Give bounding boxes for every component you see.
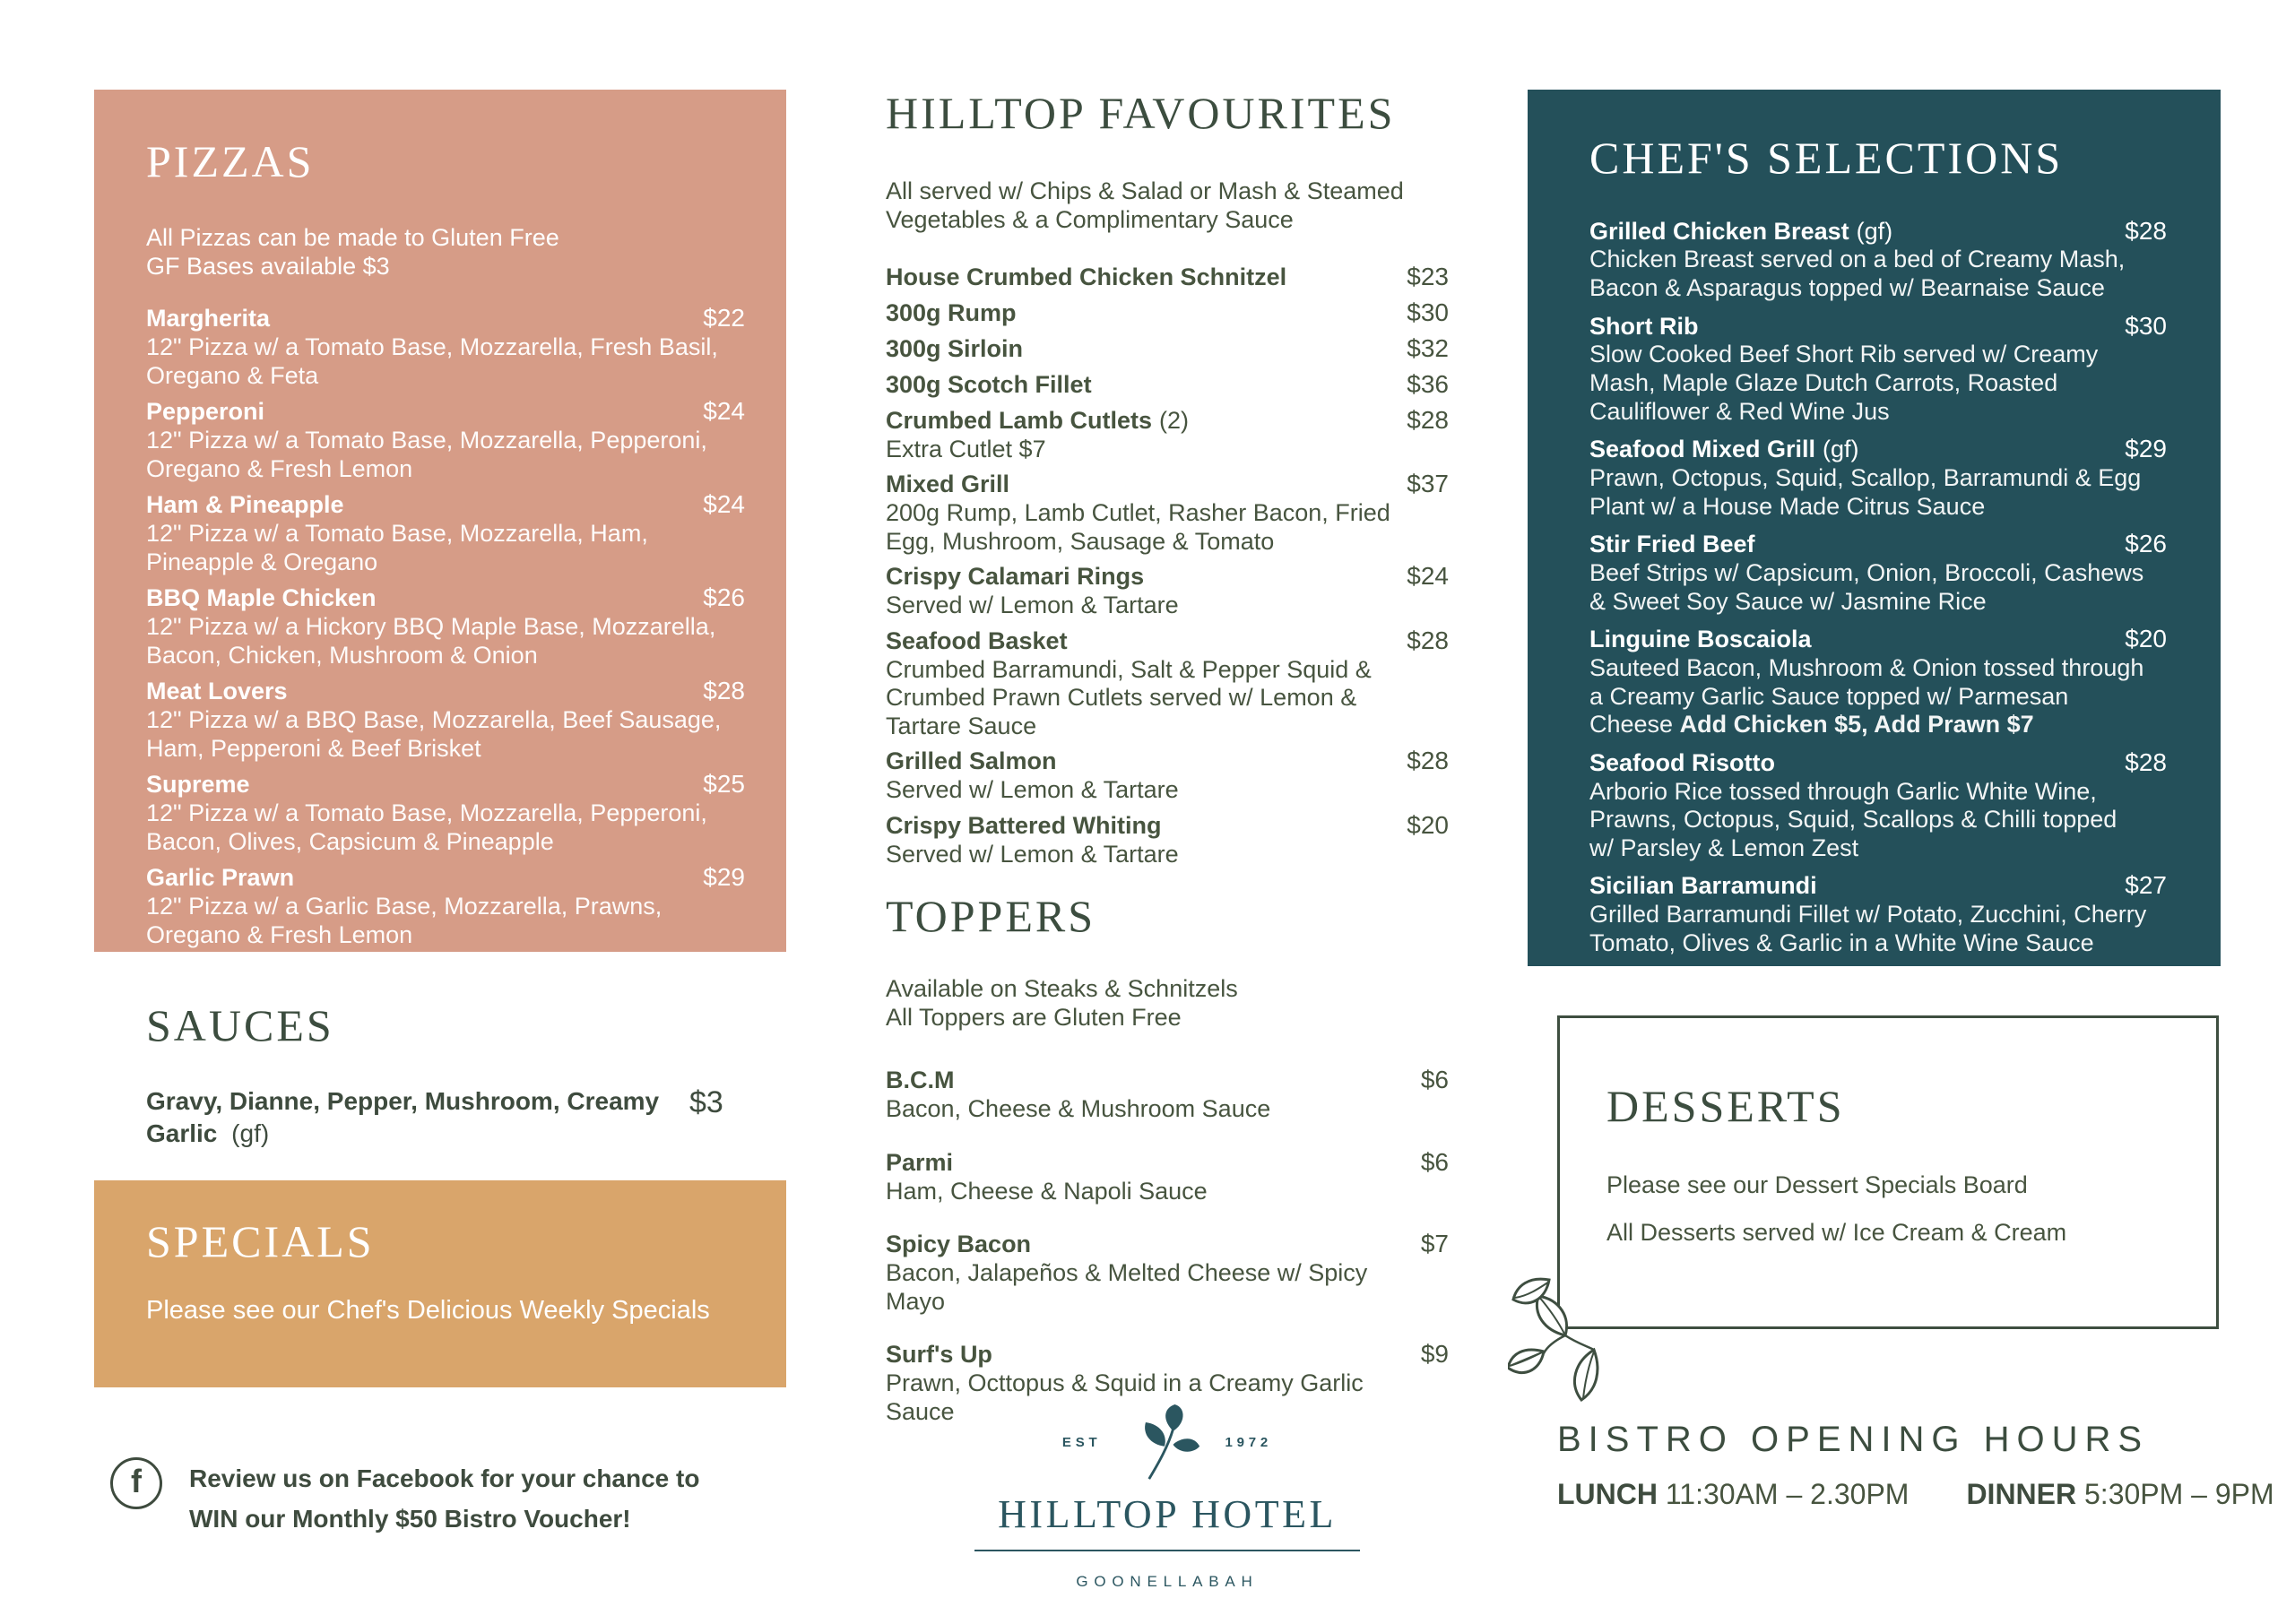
dinner-label: DINNER (1966, 1478, 2077, 1510)
favourites-intro-line: All served w/ Chips & Salad or Mash & Steamed (886, 177, 1404, 204)
pizzas-intro (146, 223, 745, 282)
menu-item-row (146, 305, 745, 333)
menu-item-row (886, 371, 1449, 400)
item-tag: (gf) (1823, 436, 1859, 463)
item-description: Bacon, Jalapeños & Melted Cheese w/ Spicy Mayo (886, 1259, 1368, 1315)
item-description: Prawn, Octtopus & Squid in a Creamy Garlic Sauce (886, 1369, 1364, 1425)
item-name: Garlic Prawn (146, 864, 295, 892)
item-price: $28 (2125, 216, 2167, 245)
item-description: 12" Pizza w/ a Tomato Base, Mozzarella, Pepperoni, Bacon, Olives, Capsicum & Pineapple (146, 799, 707, 855)
menu-item (146, 678, 745, 763)
item-description: Bacon, Cheese & Mushroom Sauce (886, 1095, 1271, 1123)
desserts-title: DESSERTS (1606, 1081, 1845, 1131)
item-name: Ham & Pineapple (146, 491, 344, 519)
menu-item (1589, 531, 2167, 616)
item-description: 12" Pizza w/ a Tomato Base, Mozzarella, Pepperoni, Oregano & Fresh Lemon (146, 427, 707, 482)
favourites-section (886, 90, 1449, 876)
menu-item-row (146, 864, 745, 893)
item-description: Served w/ Lemon & Tartare (886, 776, 1179, 804)
menu-item-row (886, 563, 1449, 592)
item-price: $9 (1420, 1340, 1449, 1369)
favourites-list (886, 263, 1449, 868)
item-price: $29 (2125, 435, 2167, 463)
menu-item-row (886, 747, 1449, 776)
item-name: BBQ Maple Chicken (146, 584, 377, 612)
item-name: Short Rib (1589, 312, 1699, 340)
menu-item-row (886, 471, 1449, 499)
toppers-list (886, 1067, 1449, 1426)
item-name: 300g Scotch Fillet (886, 370, 1092, 398)
facebook-promo-line: Review us on Facebook for your chance to (189, 1464, 700, 1492)
item-price: $29 (703, 863, 745, 892)
item-description: Grilled Barramundi Fillet w/ Potato, Zucchini, Cherry Tomato, Olives & Garlic in a White Wine Sauce (1589, 901, 2147, 956)
sauces-section (146, 1002, 786, 1150)
menu-item (886, 1231, 1449, 1316)
item-name: House Crumbed Chicken Schnitzel (886, 263, 1287, 291)
leaf-decoration-icon (1508, 1253, 1642, 1410)
menu-item-row (886, 335, 1449, 364)
item-price: $26 (703, 583, 745, 612)
menu-item (1589, 218, 2167, 303)
specials-section (94, 1180, 786, 1387)
menu-item (886, 299, 1449, 328)
menu-item-row (886, 407, 1449, 436)
menu-item-row (1589, 872, 2167, 901)
pizzas-intro-line: All Pizzas can be made to Gluten Free (146, 223, 559, 251)
menu-item-row (146, 584, 745, 613)
hotel-name: HILLTOP HOTEL (998, 1492, 1337, 1536)
menu-item (146, 584, 745, 669)
menu-item (886, 1067, 1449, 1123)
item-name: Crispy Calamari Rings (886, 563, 1145, 591)
item-price: $32 (1407, 334, 1449, 363)
item-description: Ham, Cheese & Napoli Sauce (886, 1177, 1208, 1205)
menu-item-row (146, 678, 745, 706)
item-price: $6 (1420, 1147, 1449, 1176)
desserts-note: Please see our Dessert Specials Board (1606, 1170, 2028, 1198)
item-name: Seafood Basket (886, 626, 1068, 654)
menu-item-row (886, 1231, 1449, 1259)
item-name: Grilled Chicken Breast (gf) (1589, 217, 1893, 245)
facebook-promo-text (189, 1457, 699, 1540)
item-description: Extra Cutlet $7 (886, 435, 1046, 462)
item-description: Served w/ Lemon & Tartare (886, 840, 1179, 868)
item-price: $6 (1420, 1066, 1449, 1094)
item-name: Grilled Salmon (886, 747, 1057, 775)
specials-text: Please see our Chef's Delicious Weekly Specials (146, 1295, 710, 1325)
menu-item (886, 563, 1449, 619)
gluten-free-tag: (gf) (231, 1119, 270, 1147)
logo-divider (974, 1550, 1360, 1551)
item-name: Mixed Grill (886, 471, 1010, 498)
menu-item-row (886, 299, 1449, 328)
menu-item-row (1589, 531, 2167, 559)
item-name: Crispy Battered Whiting (886, 811, 1162, 839)
menu-item-row (886, 1149, 1449, 1178)
item-name: Stir Fried Beef (1589, 531, 1755, 558)
item-price: $30 (1407, 298, 1449, 327)
item-price: $27 (2125, 871, 2167, 900)
item-name: 300g Sirloin (886, 335, 1024, 363)
menu-item-row (146, 398, 745, 427)
facebook-icon: f (110, 1457, 162, 1509)
item-price: $25 (703, 770, 745, 799)
lunch-label: LUNCH (1557, 1478, 1658, 1510)
item-price: $28 (1407, 747, 1449, 775)
leaf-emblem-icon (1125, 1404, 1202, 1481)
item-name: Spicy Bacon (886, 1231, 1032, 1258)
item-description: 12" Pizza w/ a Tomato Base, Mozzarella, Ham, Pineapple & Oregano (146, 520, 648, 575)
item-description: Served w/ Lemon & Tartare (886, 592, 1179, 619)
menu-item (1589, 749, 2167, 863)
item-name: Crumbed Lamb Cutlets (2) (886, 406, 1190, 434)
hotel-logo (886, 1404, 1449, 1591)
item-price: $24 (703, 397, 745, 426)
opening-hours-section (1557, 1420, 2274, 1511)
menu-item-row (1589, 626, 2167, 654)
menu-item (886, 1149, 1449, 1205)
logo-est-label: EST (1061, 1434, 1102, 1450)
item-description: 12" Pizza w/ a Tomato Base, Mozzarella, Fresh Basil, Oregano & Feta (146, 333, 718, 389)
item-description: Slow Cooked Beef Short Rib served w/ Creamy Mash, Maple Glaze Dutch Carrots, Roasted Cauliflower & Red Wine Jus (1589, 341, 2099, 425)
item-name: Margherita (146, 305, 271, 333)
pizzas-list (146, 305, 745, 949)
item-name: Surf's Up (886, 1341, 992, 1369)
item-name: 300g Rump (886, 299, 1017, 327)
menu-item (1589, 872, 2167, 957)
item-price: $22 (703, 304, 745, 333)
menu-item (146, 771, 745, 856)
item-price: $28 (2125, 747, 2167, 776)
menu-item (146, 305, 745, 390)
menu-item-row (1589, 313, 2167, 341)
favourites-intro (886, 177, 1449, 236)
item-price: $37 (1407, 470, 1449, 498)
item-description: 12" Pizza w/ a Garlic Base, Mozzarella, Prawns, Oregano & Fresh Lemon (146, 893, 663, 948)
item-name: Seafood Mixed Grill (gf) (1589, 436, 1859, 463)
menu-item (886, 812, 1449, 868)
menu-item (886, 371, 1449, 400)
menu-item-row (1589, 436, 2167, 464)
menu-item (1589, 626, 2167, 739)
item-name: Parmi (886, 1148, 954, 1176)
dinner-time: 5:30PM – 9PM (2076, 1478, 2274, 1510)
menu-item-row (1589, 218, 2167, 246)
lunch-time: 11:30AM – 2.30PM (1657, 1478, 1910, 1510)
item-price: $20 (2125, 625, 2167, 653)
sauces-item-price: $3 (689, 1084, 723, 1119)
toppers-intro-line: Available on Steaks & Schnitzels (886, 974, 1238, 1002)
item-price: $30 (2125, 311, 2167, 340)
item-price: $24 (1407, 562, 1449, 591)
toppers-title: TOPPERS (886, 891, 1096, 941)
item-description: Chicken Breast served on a bed of Creamy Mash, Bacon & Asparagus topped w/ Bearnaise Sauce (1589, 246, 2126, 301)
item-name: B.C.M (886, 1067, 955, 1094)
favourites-title: HILLTOP FAVOURITES (886, 88, 1396, 138)
menu-item-row (146, 491, 745, 520)
item-description: Crumbed Barramundi, Salt & Pepper Squid & Crumbed Prawn Cutlets served w/ Lemon & Tartare Sauce (886, 655, 1372, 739)
item-name: Seafood Risotto (1589, 748, 1775, 776)
item-name: Sicilian Barramundi (1589, 872, 1817, 900)
menu-item-row (146, 771, 745, 799)
logo-emblem-row (886, 1404, 1449, 1481)
menu-item (1589, 436, 2167, 521)
menu-item-row (886, 1341, 1449, 1369)
item-description: 12" Pizza w/ a Hickory BBQ Maple Base, Mozzarella, Bacon, Chicken, Mushroom & Onion (146, 613, 716, 669)
item-description: 12" Pizza w/ a BBQ Base, Mozzarella, Beef Sausage, Ham, Pepperoni & Beef Brisket (146, 706, 722, 762)
menu-item-row (886, 627, 1449, 656)
menu-item (146, 864, 745, 949)
desserts-section (1557, 1015, 2219, 1329)
menu-item (886, 471, 1449, 556)
menu-item-row (1589, 749, 2167, 778)
toppers-intro-line: All Toppers are Gluten Free (886, 1004, 1182, 1032)
opening-hours-title: BISTRO OPENING HOURS (1557, 1420, 2150, 1459)
menu-item (886, 407, 1449, 463)
item-price: $28 (703, 677, 745, 705)
item-name: Linguine Boscaiola (1589, 626, 1812, 653)
item-price: $36 (1407, 369, 1449, 398)
menu-item (886, 335, 1449, 364)
item-price: $28 (1407, 405, 1449, 434)
specials-title: SPECIALS (146, 1216, 375, 1266)
item-name: Supreme (146, 771, 250, 799)
menu-item (146, 398, 745, 483)
desserts-note: All Desserts served w/ Ice Cream & Cream (1606, 1218, 2067, 1246)
menu-item (1589, 313, 2167, 427)
chefs-selections-title: CHEF'S SELECTIONS (1589, 133, 2064, 183)
item-tag: (gf) (1856, 217, 1893, 245)
opening-hours-times (1557, 1478, 2274, 1511)
pizzas-title: PIZZAS (146, 136, 315, 186)
toppers-intro (886, 974, 1449, 1033)
pizzas-section (94, 90, 786, 952)
chefs-selections-section (1528, 90, 2221, 966)
menu-item (146, 491, 745, 576)
menu-item (886, 263, 1449, 292)
hotel-location: GOONELLABAH (1076, 1573, 1259, 1590)
menu-item-row (886, 1067, 1449, 1095)
favourites-intro-line: Vegetables & a Complimentary Sauce (886, 206, 1294, 234)
item-price: $7 (1420, 1230, 1449, 1258)
menu-item (886, 627, 1449, 741)
item-name: Meat Lovers (146, 678, 288, 705)
item-price: $26 (2125, 530, 2167, 558)
item-tag: (2) (1159, 406, 1190, 434)
toppers-section (886, 893, 1449, 1451)
item-price: $28 (1407, 626, 1449, 654)
item-description: 200g Rump, Lamb Cutlet, Rasher Bacon, Fried Egg, Mushroom, Sausage & Tomato (886, 499, 1390, 555)
menu-item (886, 747, 1449, 804)
sauces-item (146, 1085, 786, 1151)
item-price: $24 (703, 490, 745, 519)
item-description: Beef Strips w/ Capsicum, Onion, Broccoli, Cashews & Sweet Soy Sauce w/ Jasmine Rice (1589, 558, 2144, 615)
chefs-selections-list (1589, 218, 2167, 958)
pizzas-intro-line: GF Bases available $3 (146, 253, 390, 281)
item-price: $20 (1407, 810, 1449, 839)
item-name: Pepperoni (146, 398, 265, 426)
facebook-promo-line: WIN our Monthly $50 Bistro Voucher! (189, 1504, 631, 1533)
sauces-title: SAUCES (146, 1000, 334, 1050)
item-description: Arborio Rice tossed through Garlic White Wine, Prawns, Octopus, Squid, Scallops & Chilli topped w/ Parsley & Lemon Zest (1589, 777, 2117, 861)
sauces-item-name: Gravy, Dianne, Pepper, Mushroom, Creamy Garlic (gf) (146, 1086, 660, 1147)
facebook-promo (110, 1457, 792, 1540)
item-price: $23 (1407, 263, 1449, 291)
logo-year-label: 1972 (1225, 1434, 1273, 1450)
item-description: Sauteed Bacon, Mushroom & Onion tossed through a Creamy Garlic Sauce topped w/ Parmesan Cheese Add Chicken $5, Add Prawn $7 (1589, 654, 2144, 739)
item-description: Prawn, Octopus, Squid, Scallop, Barramundi & Egg Plant w/ a House Made Citrus Sauce (1589, 463, 2142, 520)
menu-item-row (886, 263, 1449, 292)
menu-item-row (886, 812, 1449, 841)
